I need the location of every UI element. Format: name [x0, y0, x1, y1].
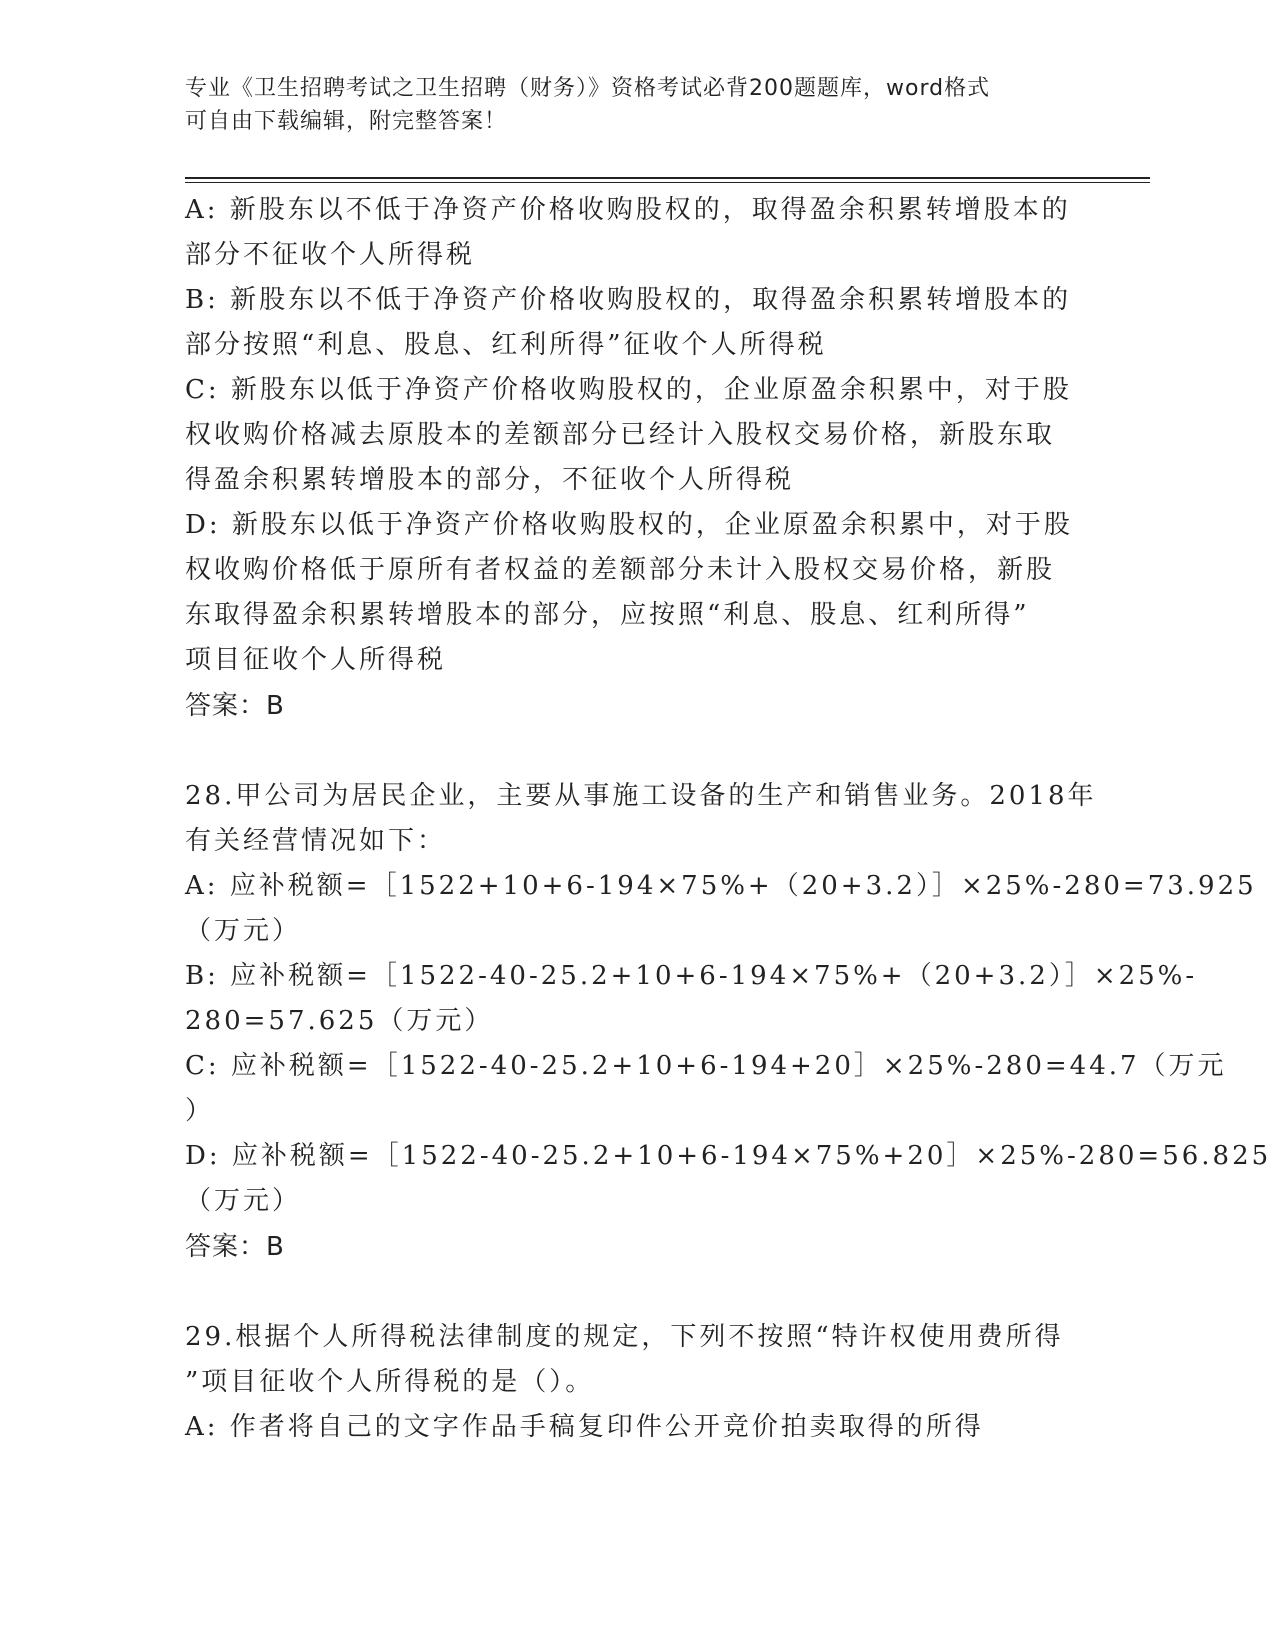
- text-line: C: 应补税额=［1522-40-25.2+10+6-194+20］×25%-280=44.7（万元: [185, 1051, 1227, 1081]
- text-line: A: 作者将自己的文字作品手稿复印件公开竞价拍卖取得的所得: [185, 1412, 984, 1442]
- question-27-option-d: [185, 503, 1075, 683]
- question-27-answer: 答案：B: [185, 691, 285, 721]
- question-28-option-d: [185, 1134, 1272, 1224]
- text-line: A: 应补税额=［1522+10+6-194×75%+（20+3.2）］×25%-280=73.925: [185, 871, 1257, 901]
- text-line: C: 新股东以低于净资产价格收购股权的，企业原盈余积累中，对于股: [185, 375, 1072, 405]
- text-line: 得盈余积累转增股本的部分，不征收个人所得税: [185, 465, 795, 495]
- text-line: 部分不征收个人所得税: [185, 240, 476, 270]
- question-28-stem: [185, 774, 1097, 864]
- text-line: B: 应补税额=［1522-40-25.2+10+6-194×75%+（20+3.2）］×25%-: [185, 961, 1198, 991]
- question-28-option-c: [185, 1044, 1227, 1134]
- text-line: 权收购价格低于原所有者权益的差额部分未计入股权交易价格，新股: [185, 555, 1056, 585]
- question-27-option-b: [185, 278, 1075, 368]
- question-29-option-a: [185, 1405, 1075, 1450]
- text-line: （万元）: [185, 1186, 302, 1216]
- text-line: ）: [185, 1096, 215, 1126]
- document-body: [185, 188, 1272, 1450]
- question-28-answer: 答案：B: [185, 1232, 285, 1262]
- text-line: 项目征收个人所得税: [185, 645, 447, 675]
- header-divider-thick: [185, 177, 1150, 179]
- question-28-option-b: [185, 954, 1198, 1044]
- text-line: D: 应补税额=［1522-40-25.2+10+6-194×75%+20］×25%-280=56.825: [185, 1141, 1272, 1171]
- text-line: A: 新股东以不低于净资产价格收购股权的，取得盈余积累转增股本的: [185, 195, 1071, 225]
- question-29-stem: [185, 1315, 1075, 1405]
- page-header: [185, 72, 1085, 138]
- header-line-1: 专业《卫生招聘考试之卫生招聘（财务）》资格考试必背200题题库，word格式: [185, 76, 991, 101]
- question-27-option-a: [185, 188, 1075, 278]
- text-line: 权收购价格减去原股本的差额部分已经计入股权交易价格，新股东取: [185, 420, 1056, 450]
- text-line: 部分按照“利息、股息、红利所得”征收个人所得税: [185, 330, 827, 360]
- text-line: 28.甲公司为居民企业，主要从事施工设备的生产和销售业务。2018年: [185, 781, 1097, 811]
- text-line: B: 新股东以不低于净资产价格收购股权的，取得盈余积累转增股本的: [185, 285, 1072, 315]
- text-line: 280=57.625（万元）: [185, 1006, 494, 1036]
- text-line: 29.根据个人所得税法律制度的规定，下列不按照“特许权使用费所得: [185, 1322, 1064, 1352]
- spacer: [185, 729, 1075, 774]
- text-line: （万元）: [185, 916, 302, 946]
- question-27-option-c: [185, 368, 1075, 503]
- text-line: 有关经营情况如下：: [185, 826, 447, 856]
- text-line: ”项目征收个人所得税的是（）。: [185, 1367, 595, 1397]
- question-28-option-a: [185, 864, 1257, 954]
- text-line: D: 新股东以低于净资产价格收购股权的，企业原盈余积累中，对于股: [185, 510, 1073, 540]
- header-line-2: 可自由下载编辑，附完整答案！: [185, 109, 508, 134]
- text-line: 东取得盈余积累转增股本的部分，应按照“利息、股息、红利所得”: [185, 600, 1030, 630]
- header-divider-thin: [185, 182, 1150, 183]
- spacer: [185, 1270, 1075, 1315]
